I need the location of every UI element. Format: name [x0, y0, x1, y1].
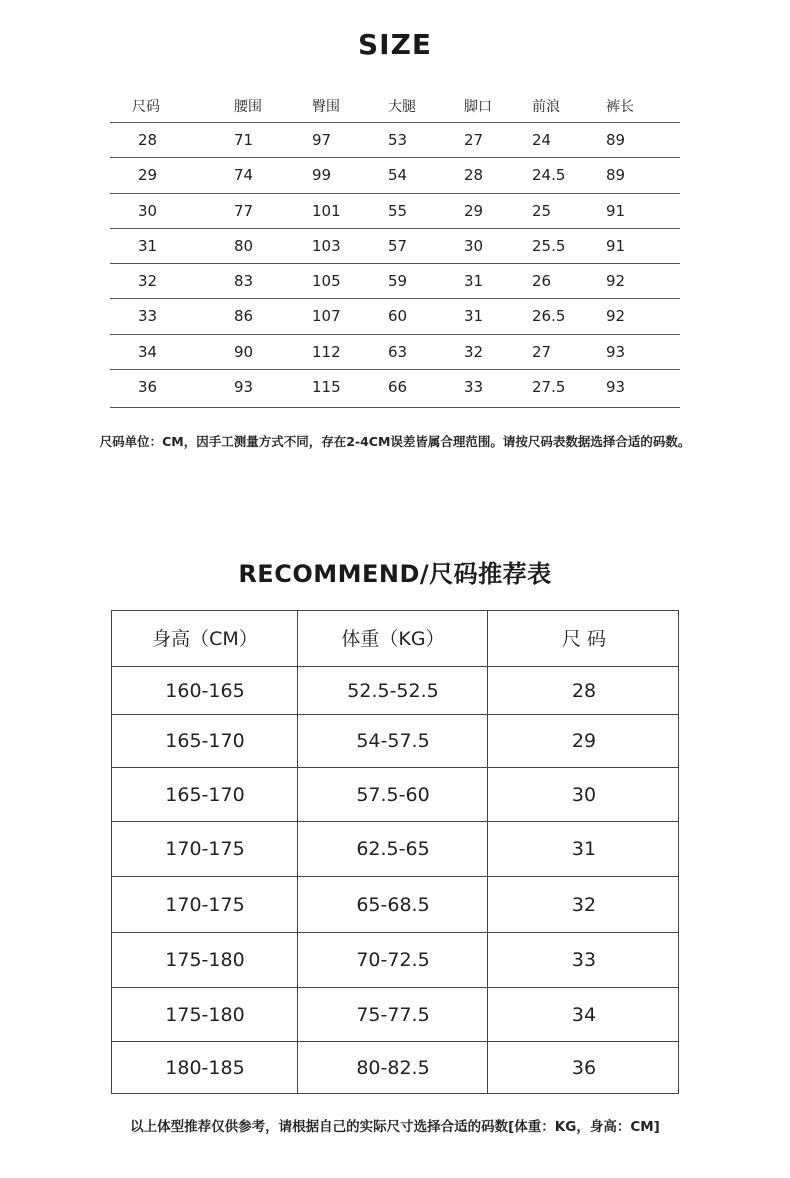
- table-cell: 24.5: [532, 166, 566, 184]
- table-cell: 105: [312, 272, 341, 290]
- table-cell: 86: [234, 307, 254, 325]
- table-cell: 29: [464, 202, 484, 220]
- table-cell: 29: [138, 166, 158, 184]
- table-cell: 175-180: [165, 949, 245, 971]
- table-cell: 52.5-52.5: [347, 680, 439, 702]
- recommend-title-cn: /尺码推荐表: [419, 560, 552, 588]
- table-cell: 74: [234, 166, 254, 184]
- table-row: [110, 369, 680, 408]
- table-cell: 32: [571, 894, 597, 916]
- table-header-cell: 身高（CM）: [152, 628, 258, 650]
- recommend-title: [0, 554, 790, 589]
- table-cell: 80-82.5: [356, 1057, 430, 1079]
- table-cell: 36: [138, 378, 158, 396]
- size-note: 尺码单位：CM，因手工测量方式不同，存在2-4CM误差皆属合理范围。请按尺码表数据选择合适的码数。: [99, 434, 691, 449]
- table-cell: 27: [532, 343, 552, 361]
- table-row: [110, 193, 680, 229]
- table-cell: 92: [606, 272, 626, 290]
- table-cell: 107: [312, 307, 341, 325]
- size-table-header: [110, 94, 680, 123]
- table-cell: 91: [606, 202, 626, 220]
- table-cell: 83: [234, 272, 254, 290]
- table-cell: 160-165: [165, 680, 245, 702]
- table-cell: 170-175: [165, 894, 245, 916]
- table-cell: 31: [464, 307, 484, 325]
- table-cell: 34: [138, 343, 158, 361]
- header-thigh: 大腿: [388, 99, 416, 115]
- table-cell: 101: [312, 202, 341, 220]
- table-header-cell: 尺 码: [561, 628, 607, 650]
- table-cell: 89: [606, 131, 626, 149]
- table-cell: 92: [606, 307, 626, 325]
- header-waist: 腰围: [234, 99, 262, 115]
- table-header-cell: 体重（KG）: [341, 628, 445, 650]
- table-cell: 112: [312, 343, 341, 361]
- table-cell: 175-180: [165, 1004, 245, 1026]
- table-cell: 165-170: [165, 730, 245, 752]
- table-cell: 59: [388, 272, 408, 290]
- table-cell: 63: [388, 343, 408, 361]
- header-length: 裤长: [606, 99, 634, 115]
- table-row: [110, 263, 680, 299]
- table-cell: 28: [571, 680, 597, 702]
- table-cell: 24: [532, 131, 552, 149]
- table-cell: 97: [312, 131, 332, 149]
- header-size: 尺码: [132, 99, 160, 115]
- table-cell: 93: [606, 378, 626, 396]
- table-cell: 26.5: [532, 307, 566, 325]
- header-hem: 脚口: [464, 99, 492, 115]
- table-cell: 70-72.5: [356, 949, 430, 971]
- table-cell: 33: [571, 949, 597, 971]
- table-cell: 57: [388, 237, 408, 255]
- table-cell: 54: [388, 166, 408, 184]
- table-row: [110, 298, 680, 335]
- table-cell: 30: [464, 237, 484, 255]
- table-cell: 32: [464, 343, 484, 361]
- table-cell: 57.5-60: [356, 784, 430, 806]
- header-hip: 臀围: [312, 99, 340, 115]
- table-cell: 170-175: [165, 838, 245, 860]
- table-cell: 36: [571, 1057, 597, 1079]
- table-cell: 165-170: [165, 784, 245, 806]
- table-cell: 27.5: [532, 378, 566, 396]
- recommend-table: [111, 610, 679, 1094]
- table-cell: 77: [234, 202, 254, 220]
- header-front-rise: 前浪: [532, 99, 560, 115]
- table-cell: 103: [312, 237, 341, 255]
- table-cell: 53: [388, 131, 408, 149]
- table-cell: 31: [138, 237, 158, 255]
- table-cell: 26: [532, 272, 552, 290]
- table-cell: 29: [571, 730, 597, 752]
- table-cell: 66: [388, 378, 408, 396]
- table-cell: 71: [234, 131, 254, 149]
- table-cell: 115: [312, 378, 341, 396]
- table-cell: 32: [138, 272, 158, 290]
- table-cell: 25.5: [532, 237, 566, 255]
- table-cell: 33: [464, 378, 484, 396]
- table-cell: 93: [234, 378, 254, 396]
- table-cell: 55: [388, 202, 408, 220]
- table-cell: 33: [138, 307, 158, 325]
- recommend-title-en: RECOMMEND: [238, 560, 420, 588]
- table-cell: 99: [312, 166, 332, 184]
- table-cell: 34: [571, 1004, 597, 1026]
- table-cell: 80: [234, 237, 254, 255]
- table-cell: 75-77.5: [356, 1004, 430, 1026]
- table-cell: 62.5-65: [356, 838, 430, 860]
- size-title: SIZE: [357, 28, 432, 61]
- table-cell: 89: [606, 166, 626, 184]
- table-cell: 31: [571, 838, 597, 860]
- table-cell: 90: [234, 343, 254, 361]
- table-cell: 30: [571, 784, 597, 806]
- table-cell: 60: [388, 307, 408, 325]
- table-cell: 91: [606, 237, 626, 255]
- table-cell: 65-68.5: [356, 894, 430, 916]
- table-cell: 28: [138, 131, 158, 149]
- table-cell: 30: [138, 202, 158, 220]
- table-row: [110, 122, 680, 158]
- table-cell: 27: [464, 131, 484, 149]
- table-row: [110, 334, 680, 370]
- table-row: [110, 228, 680, 264]
- table-cell: 54-57.5: [356, 730, 430, 752]
- recommend-note: 以上体型推荐仅供参考，请根据自己的实际尺寸选择合适的码数[体重：KG，身高：CM]: [130, 1119, 660, 1135]
- table-cell: 25: [532, 202, 552, 220]
- table-cell: 31: [464, 272, 484, 290]
- table-cell: 28: [464, 166, 484, 184]
- table-cell: 180-185: [165, 1057, 245, 1079]
- table-cell: 93: [606, 343, 626, 361]
- table-row: [110, 157, 680, 194]
